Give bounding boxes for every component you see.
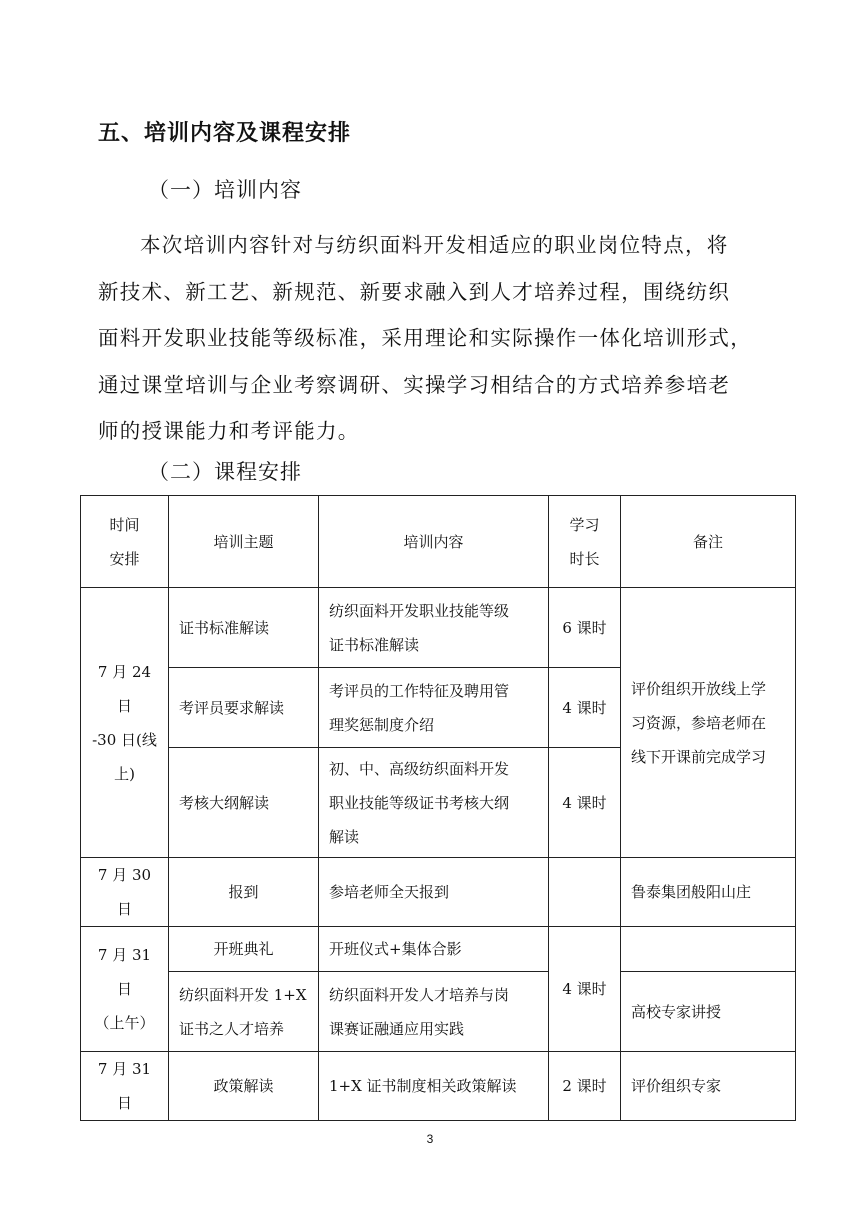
cell-hours: 6 课时 <box>549 588 621 668</box>
header-note: 备注 <box>621 496 796 588</box>
cell-content: 纺织面料开发职业技能等级 证书标准解读 <box>319 588 549 668</box>
table-header-row <box>81 496 796 588</box>
cell-note <box>621 927 796 972</box>
cell-topic: 证书标准解读 <box>169 588 319 668</box>
schedule-table <box>80 495 796 1121</box>
cell-hours: 4 课时 <box>549 748 621 858</box>
table-row <box>81 972 796 1052</box>
table-row <box>81 927 796 972</box>
cell-content: 纺织面料开发人才培养与岗 课赛证融通应用实践 <box>319 972 549 1052</box>
cell-topic: 政策解读 <box>169 1052 319 1121</box>
cell-content: 开班仪式+集体合影 <box>319 927 549 972</box>
header-content: 培训内容 <box>319 496 549 588</box>
cell-time: 7 月 30 日 <box>81 858 169 927</box>
content-paragraph <box>98 222 778 455</box>
cell-hours <box>549 858 621 927</box>
cell-topic: 考评员要求解读 <box>169 668 319 748</box>
cell-topic: 考核大纲解读 <box>169 748 319 858</box>
paragraph-line: 本次培训内容针对与纺织面料开发相适应的职业岗位特点，将 <box>140 233 729 257</box>
table-row <box>81 1052 796 1121</box>
section-title: 五、培训内容及课程安排 <box>98 121 352 146</box>
cell-content: 初、中、高级纺织面料开发 职业技能等级证书考核大纲 解读 <box>319 748 549 858</box>
cell-topic: 报到 <box>169 858 319 927</box>
page-number: 3 <box>426 1132 434 1146</box>
cell-content: 考评员的工作特征及聘用管 理奖惩制度介绍 <box>319 668 549 748</box>
header-time: 时间 安排 <box>81 496 169 588</box>
table-row <box>81 588 796 668</box>
cell-content: 参培老师全天报到 <box>319 858 549 927</box>
cell-time: 7 月 24 日 -30 日(线 上) <box>81 588 169 858</box>
cell-time: 7 月 31 日 （上午） <box>81 927 169 1052</box>
subsection-title-content: （一）培训内容 <box>148 178 302 202</box>
paragraph-line: 师的授课能力和考评能力。 <box>98 419 360 443</box>
cell-note: 评价组织专家 <box>621 1052 796 1121</box>
cell-hours: 4 课时 <box>549 927 621 1052</box>
cell-time: 7 月 31 日 <box>81 1052 169 1121</box>
cell-note: 高校专家讲授 <box>621 972 796 1052</box>
header-hours: 学习 时长 <box>549 496 621 588</box>
cell-content: 1+X 证书制度相关政策解读 <box>319 1052 549 1121</box>
cell-topic: 开班典礼 <box>169 927 319 972</box>
cell-note: 评价组织开放线上学 习资源，参培老师在 线下开课前完成学习 <box>621 588 796 858</box>
table-row <box>81 858 796 927</box>
cell-note: 鲁泰集团般阳山庄 <box>621 858 796 927</box>
paragraph-line: 新技术、新工艺、新规范、新要求融入到人才培养过程，围绕纺织 <box>98 279 731 304</box>
cell-hours: 2 课时 <box>549 1052 621 1121</box>
subsection-title-schedule: （二）课程安排 <box>148 460 302 484</box>
paragraph-line: 通过课堂培训与企业考察调研、实操学习相结合的方式培养参培老 <box>98 372 731 397</box>
paragraph-line: 面料开发职业技能等级标准，采用理论和实际操作一体化培训形式， <box>98 326 752 350</box>
cell-topic: 纺织面料开发 1+X 证书之人才培养 <box>169 972 319 1052</box>
cell-hours: 4 课时 <box>549 668 621 748</box>
header-topic: 培训主题 <box>169 496 319 588</box>
